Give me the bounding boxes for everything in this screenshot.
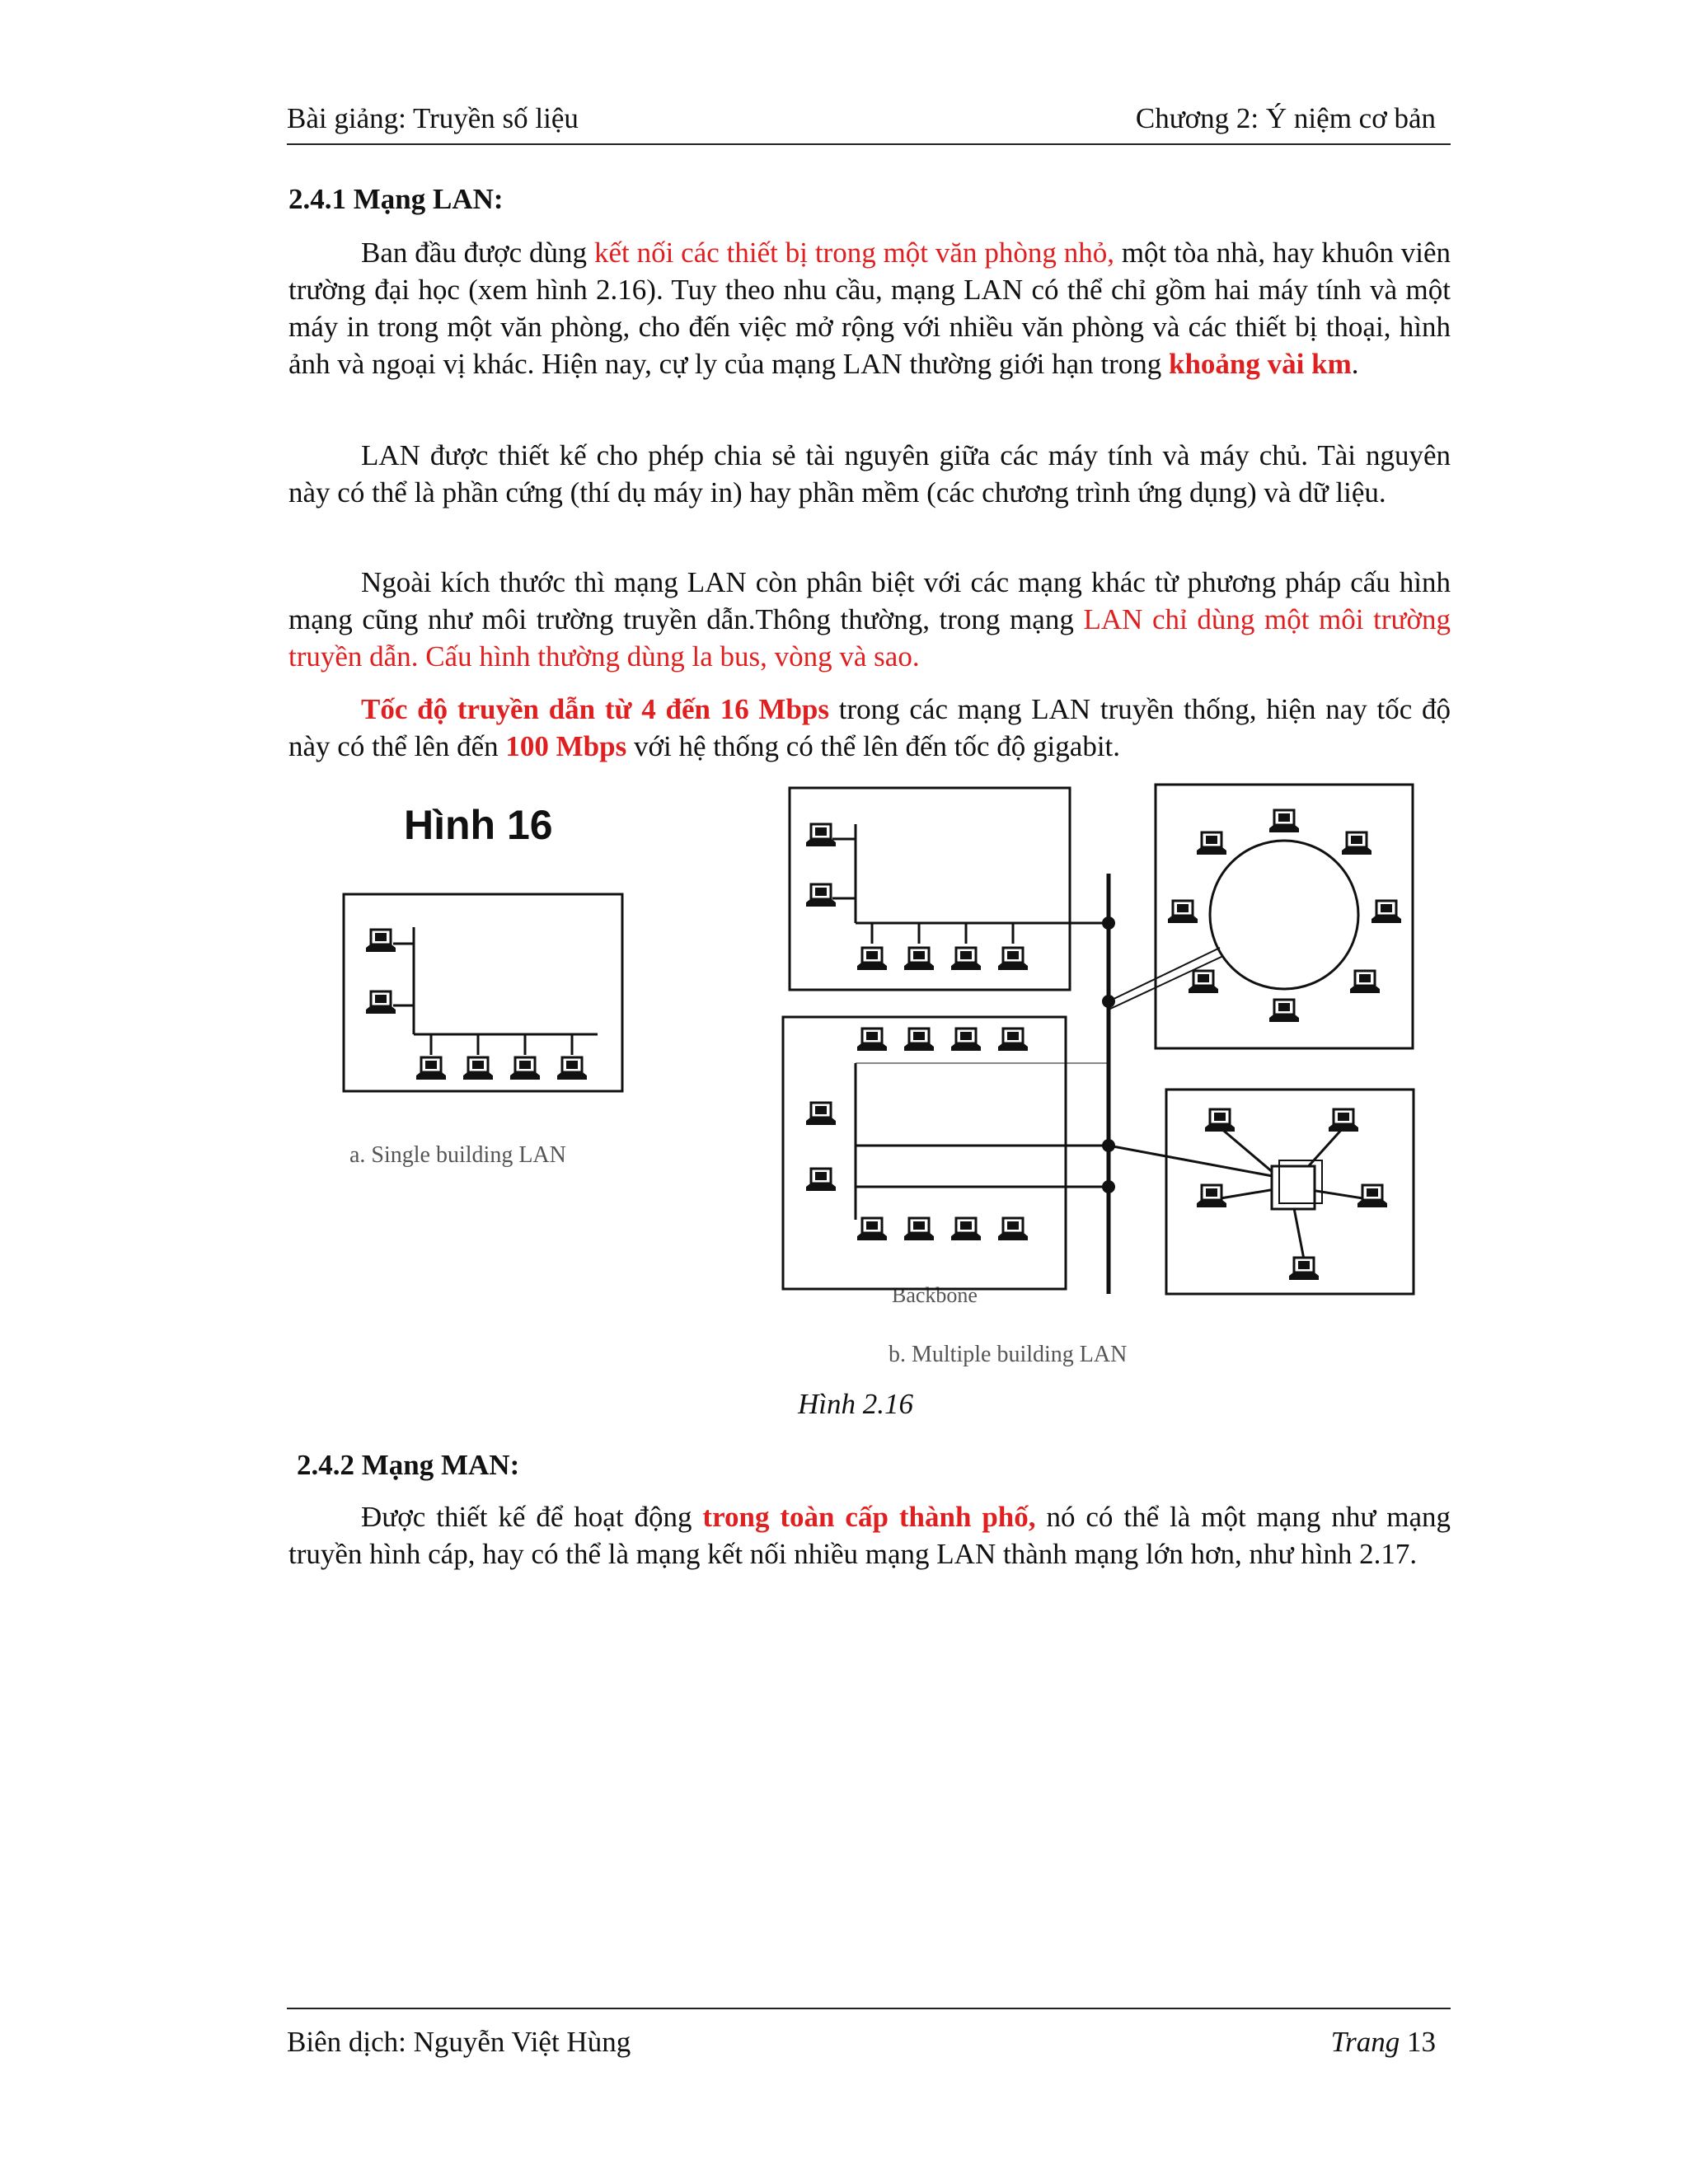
- backbone-line: [1102, 874, 1115, 1294]
- building-bus-bottom: [783, 1017, 1109, 1289]
- highlight-text: 100 Mbps: [505, 730, 627, 762]
- highlight-text: LAN chỉ dùng một môi trường truyền dẫn. Cấu hình thường dùng la bus, vòng và sao.: [288, 603, 1451, 673]
- building-star: [1109, 1090, 1414, 1294]
- figure-caption: Hình 2.16: [798, 1388, 913, 1420]
- label-single-building: a. Single building LAN: [349, 1142, 566, 1168]
- header-left: Bài giảng: Truyền số liệu: [287, 102, 579, 134]
- section-heading-man: 2.4.2 Mạng MAN:: [297, 1449, 520, 1481]
- highlight-text: trong toàn cấp thành phố,: [702, 1501, 1036, 1533]
- figure-lan-diagram: [297, 783, 1442, 1376]
- section-heading-lan: 2.4.1 Mạng LAN:: [288, 183, 504, 215]
- paragraph-lan-speed: Tốc độ truyền dẫn từ 4 đến 16 Mbps trong các mạng LAN truyền thống, hiện nay tốc độ này có thể lên đến 100 Mbps với hệ thống có thể lên đến tốc độ gigabit.: [288, 693, 1451, 762]
- footer-author: Biên dịch: Nguyễn Việt Hùng: [287, 2026, 631, 2058]
- single-building-lan: [344, 894, 622, 1091]
- label-multiple-building: b. Multiple building LAN: [889, 1342, 1128, 1367]
- building-ring: [1109, 785, 1413, 1048]
- highlight-text: khoảng vài km: [1168, 348, 1352, 380]
- lan-diagram-svg: [297, 783, 1442, 1376]
- paragraph-lan-sharing: LAN được thiết kế cho phép chia sẻ tài nguyên giữa các máy tính và máy chủ. Tài nguyên này có thể là phần cứng (thí dụ máy in) hay phần mềm (các chương trình ứng dụng) và dữ liệu.: [288, 439, 1451, 509]
- page-header: [287, 101, 1451, 145]
- label-backbone: Backbone: [892, 1283, 978, 1307]
- highlight-text: kết nối các thiết bị trong một văn phòng nhỏ,: [593, 237, 1114, 269]
- paragraph-man-intro: Được thiết kế để hoạt động trong toàn cấp thành phố, nó có thể là một mạng như mạng truyền hình cáp, hay có thể là mạng kết nối nhiều mạng LAN thành mạng lớn hơn, như hình 2.17.: [288, 1501, 1451, 1570]
- figure-title: Hình 16: [404, 802, 553, 848]
- header-right: Chương 2: Ý niệm cơ bản: [1135, 102, 1436, 134]
- page-footer: [287, 2008, 1451, 2058]
- building-bus-top: [790, 788, 1109, 990]
- highlight-text: Tốc độ truyền dẫn từ 4 đến 16 Mbps: [361, 693, 830, 725]
- paragraph-lan-topology: Ngoài kích thước thì mạng LAN còn phân biệt với các mạng khác từ phương pháp cấu hình mạng cũng như môi trường truyền dẫn.Thông thường, trong mạng LAN chỉ dùng một môi trường truyền dẫn. Cấu hình thường dùng la bus, vòng và sao.: [288, 566, 1451, 673]
- paragraph-lan-intro: Ban đầu được dùng kết nối các thiết bị trong một văn phòng nhỏ, một tòa nhà, hay khuôn viên trường đại học (xem hình 2.16). Tuy theo nhu cầu, mạng LAN có thể chỉ gồm hai máy tính và một máy in trong một văn phòng, cho đến việc mở rộng với nhiều văn phòng và các thiết bị thoại, hình ảnh và ngoại vị khác. Hiện nay, cự ly của mạng LAN thường giới hạn trong khoảng vài km.: [288, 237, 1451, 380]
- page-number: Trang 13: [1330, 2026, 1436, 2058]
